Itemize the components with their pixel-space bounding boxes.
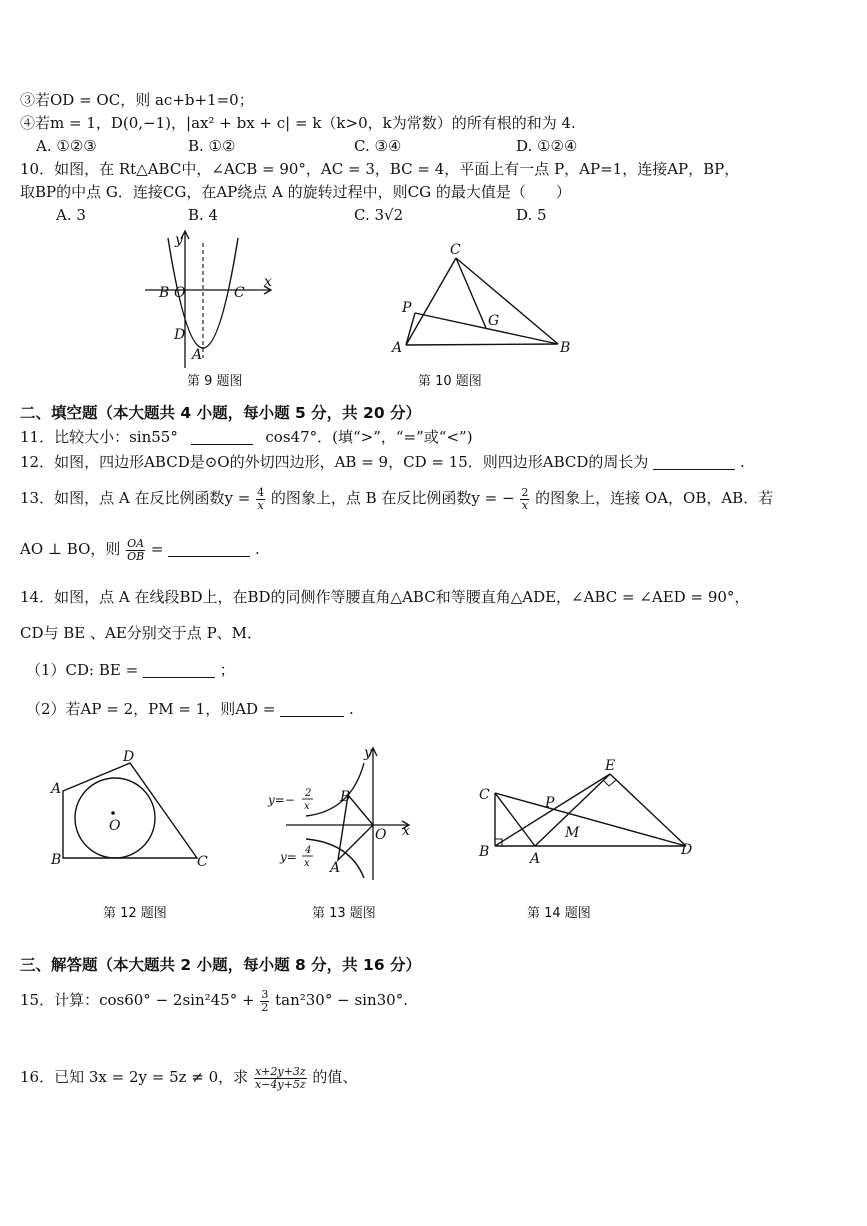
fig12-label-B: B xyxy=(51,852,62,868)
q14-part2-end: . xyxy=(348,700,354,718)
q13-frac2-num: 2 xyxy=(521,486,529,499)
q13-frac-2-over-x xyxy=(520,487,529,511)
fig10-label-C: C xyxy=(450,242,461,258)
fig10-caption: 第 10 题图 xyxy=(418,374,482,389)
q16-text-a: 16．已知 3x = 2y = 5z ≠ 0，求 xyxy=(20,1068,249,1087)
fig9-label-C: C xyxy=(234,285,245,301)
q10-line2: 取BP的中点 G．连接CG，在AP绕点 A 的旋转过程中，则CG 的最大值是（ ） xyxy=(20,183,571,201)
fig12-caption: 第 12 题图 xyxy=(103,906,167,921)
fig9-label-A: A xyxy=(192,347,203,363)
q12-text: 12．如图，四边形ABCD是⊙O的外切四边形，AB = 9，CD = 15．则四边形ABCD的周长为 xyxy=(20,453,649,471)
q14-line2: CD与 BE 、AE分别交于点 P、M． xyxy=(20,624,263,642)
q13-frac1-num: 4 xyxy=(257,486,265,499)
q9-option-c: C. ③④ xyxy=(354,137,402,155)
fig14-label-A: A xyxy=(530,851,541,867)
fig13-label-A: A xyxy=(330,860,341,876)
fig10-side-CB xyxy=(456,258,558,344)
q10-option-b: B. 4 xyxy=(188,206,219,224)
fig13-caption: 第 13 题图 xyxy=(312,906,376,921)
q13-frac1-den: x xyxy=(257,498,264,512)
fig13-hyperbolas xyxy=(266,745,416,885)
fig9-label-B: B xyxy=(159,285,170,301)
q13-text-d: AO ⊥ BO，则 xyxy=(20,540,121,559)
q14-line1: 14．如图，点 A 在线段BD上，在BD的同侧作等腰直角△ABC和等腰直角△ADE，∠ABC = ∠AED = 90°， xyxy=(20,588,750,606)
fig14-label-P: P xyxy=(545,795,555,811)
fig13-eq2-den: x xyxy=(304,858,310,869)
q9-option-a: A. ①②③ xyxy=(36,137,97,155)
fig10-label-B: B xyxy=(560,340,571,356)
q14-part1 xyxy=(26,661,235,679)
q15-text-a: 15．计算：cos60° − 2sin²45° + xyxy=(20,991,255,1010)
q13-frac-oa-over-ob xyxy=(126,538,145,562)
fig10-label-A: A xyxy=(392,340,403,356)
q13-frac2-den: x xyxy=(521,498,528,512)
q14-part2-blank[interactable] xyxy=(280,702,344,717)
fig13-eq2-num: 4 xyxy=(305,845,312,856)
q14-part1-text: （1）CD: BE = xyxy=(26,661,139,679)
q10-option-d: D. 5 xyxy=(516,206,547,224)
fig13-eq1-lhs: y=− xyxy=(268,793,295,807)
q14-part1-blank[interactable] xyxy=(143,663,215,678)
q12 xyxy=(20,453,745,471)
q13-line1 xyxy=(20,487,773,511)
q13-text-c: 的图象上，连接 OA，OB，AB．若 xyxy=(535,489,774,508)
q11-text-a: 11．比较大小：sin55° xyxy=(20,428,178,446)
fig14-label-E: E xyxy=(605,758,616,774)
q16-text-b: 的值、 xyxy=(312,1068,358,1087)
fig13-eq1-num: 2 xyxy=(305,788,312,799)
fig10-segment-CG xyxy=(456,258,486,328)
q9-item3: ③若OD = OC，则 ac+b+1=0； xyxy=(20,91,254,109)
q13-frac3-num: OA xyxy=(127,537,145,550)
fig13-label-O: O xyxy=(375,827,387,843)
fig13-curve-neg2x xyxy=(306,763,364,816)
q12-blank[interactable] xyxy=(653,455,735,470)
fig12-label-D: D xyxy=(123,749,135,765)
q9-option-b: B. ①② xyxy=(188,137,236,155)
fig9-parabola xyxy=(135,228,285,373)
q11-text-b: cos47°．(填“>”，“=”或“<”) xyxy=(265,428,473,446)
q15-frac-3-over-2 xyxy=(260,989,269,1013)
fig14-segment-CA xyxy=(495,793,535,846)
q13-blank[interactable] xyxy=(168,542,250,557)
q14-part2-text: （2）若AP = 2，PM = 1，则AD = xyxy=(26,700,276,718)
fig9-label-D: D xyxy=(174,327,186,343)
q9-item4: ④若m = 1，D(0,−1)，|ax² + bx + c| = k（k>0，k为常数）的所有根的和为 4. xyxy=(20,114,576,132)
q13-text-e: = xyxy=(150,540,164,559)
fig10-segment-PB xyxy=(415,313,558,344)
q15 xyxy=(20,989,408,1013)
q10-option-c: C. 3√2 xyxy=(354,206,404,224)
q15-frac-num: 3 xyxy=(261,988,269,1001)
q13-text-a: 13．如图，点 A 在反比例函数y = xyxy=(20,489,251,508)
fig14-label-D: D xyxy=(681,842,693,858)
fig13-eq2-lhs: y= xyxy=(280,850,297,864)
fig14-label-M: M xyxy=(565,825,580,841)
fig9-label-y: y xyxy=(175,232,183,248)
fig13-eq1-den: x xyxy=(304,801,310,812)
fig13-label-y: y xyxy=(364,745,372,761)
q14-part1-end: ； xyxy=(219,661,235,679)
q11-blank[interactable] xyxy=(191,430,253,445)
fig13-label-x: x xyxy=(402,823,410,839)
fig12-label-C: C xyxy=(197,854,208,870)
fig14-caption: 第 14 题图 xyxy=(527,906,591,921)
fig13-label-B: B xyxy=(340,789,351,805)
fig10-side-AB xyxy=(406,344,558,345)
q15-text-b: tan²30° − sin30°. xyxy=(275,991,408,1010)
q15-frac-den: 2 xyxy=(261,1000,269,1014)
fig12-quad-ABCD xyxy=(63,763,197,858)
section3-heading: 三、解答题（本大题共 2 小题，每小题 8 分，共 16 分） xyxy=(20,956,422,974)
q10-option-a: A. 3 xyxy=(56,206,86,224)
fig10-label-G: G xyxy=(488,313,500,329)
fig10-triangle xyxy=(388,240,583,360)
q10-line1: 10．如图，在 Rt△ABC中，∠ACB = 90°，AC = 3，BC = 4，平面上有一点 P，AP=1，连接AP，BP， xyxy=(20,160,740,178)
q9-option-d: D. ①②④ xyxy=(516,137,578,155)
q12-end: . xyxy=(740,453,745,471)
q13-frac3-den: OB xyxy=(127,549,145,563)
q13-line2 xyxy=(20,538,260,562)
fig14-right-angle-E xyxy=(603,780,616,786)
fig9-label-x: x xyxy=(264,274,272,290)
fig12-label-A: A xyxy=(51,781,62,797)
fig14-triangles xyxy=(475,758,705,868)
q16-frac-num: x+2y+3z xyxy=(254,1065,306,1078)
fig10-side-AC xyxy=(406,258,456,345)
fig10-segment-AP xyxy=(406,313,415,345)
q16 xyxy=(20,1066,357,1090)
fig14-label-C: C xyxy=(479,787,490,803)
q11 xyxy=(20,428,473,446)
fig10-label-P: P xyxy=(402,300,412,316)
q13-text-b: 的图象上，点 B 在反比例函数y = − xyxy=(270,489,515,508)
fig12-quadrilateral xyxy=(45,748,215,873)
fig12-label-O: O xyxy=(109,818,121,834)
fig9-label-O: O xyxy=(174,285,186,301)
q13-end: . xyxy=(255,540,260,559)
fig12-center-dot xyxy=(111,811,115,815)
q14-part2 xyxy=(26,700,354,718)
q16-fraction xyxy=(254,1066,307,1090)
q13-frac-4-over-x xyxy=(256,487,265,511)
section2-heading: 二、填空题（本大题共 4 小题，每小题 5 分，共 20 分） xyxy=(20,404,422,422)
fig14-label-B: B xyxy=(479,844,490,860)
fig9-caption: 第 9 题图 xyxy=(187,374,243,389)
q16-frac-den: x−4y+5z xyxy=(254,1077,306,1091)
